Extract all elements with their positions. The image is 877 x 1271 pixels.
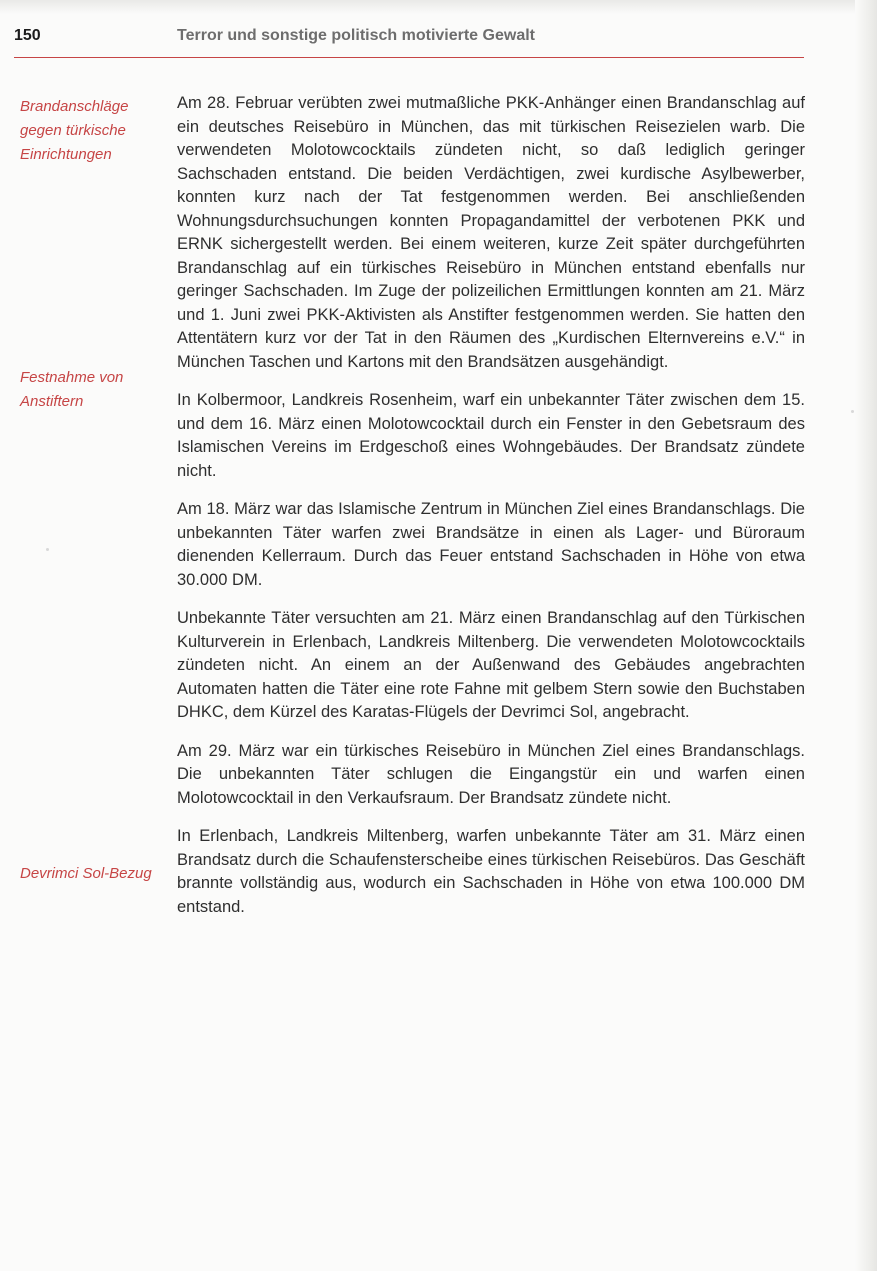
paragraph-reisebuero-muenchen: Am 29. März war ein türkisches Reisebüro in München Ziel eines Brandanschlags. Die unbekannten Täter schlugen die Eingangstür ein und warfen einen Molotowcocktail in den Verkaufsraum. Der Brandsatz zündete nicht. [177, 741, 805, 807]
margin-note-brandanschlaege: Brandanschläge gegen türkische Einrichtungen [20, 98, 129, 163]
paragraph-erlenbach-kulturverein: Unbekannte Täter versuchten am 21. März einen Brandanschlag auf den Türkischen Kulturverein in Erlenbach, Landkreis Miltenberg. Die verwendeten Molotowcocktails zündeten nicht. An einem an der Außenwand des Gebäudes angebrachten Automaten hatten die Täter eine rote Fahne mit gelbem Stern sowie den Buchstaben DHKC, dem Kürzel des Karatas-Flügels der Devrimci Sol, angebracht. [177, 609, 805, 721]
page-header [14, 27, 804, 58]
page-binding-shadow [855, 0, 877, 1271]
paragraph-islamisches-zentrum: Am 18. März war das Islamische Zentrum in München Ziel eines Brandanschlags. Die unbekannten Täter warfen zwei Brandsätze in einen als Lager- und Büroraum dienenden Kellerraum. Durch das Feuer entstand Sachschaden in Höhe von etwa 30.000 DM. [177, 500, 805, 589]
body-text [177, 92, 805, 934]
paragraph-erlenbach-reisebuero: In Erlenbach, Landkreis Miltenberg, warfen unbekannte Täter am 31. März einen Brandsatz durch die Schaufensterscheibe eines türkischen Reisebüros. Das Geschäft brannte vollständig aus, wodurch ein Sachschaden in Höhe von etwa 100.000 DM entstand. [177, 827, 805, 916]
running-title: Terror und sonstige politisch motivierte Gewalt [177, 27, 535, 44]
paragraph-brandanschlag-muenchen: Am 28. Februar verübten zwei mutmaßliche PKK-Anhänger einen Brandanschlag auf ein deutsches Reisebüro in München, das mit türkischen Reisezielen warb. Die verwendeten Molotowcocktails zündeten nicht, so daß lediglich geringer Sachschaden entstand. Die beiden Verdächtigen, zwei kurdische Asylbewerber, konnten kurz nach der Tat festgenommen werden. Bei anschließenden Wohnungsdurchsuchungen konnten Propagandamittel der verbotenen PKK und ERNK sichergestellt werden. Bei einem weiteren, kurze Zeit später durchgeführten Brandanschlag auf ein türkisches Reisebüro in München entstand ebenfalls nur geringer Sachschaden. Im Zuge der polizeilichen Ermittlungen konnten am 21. März und 1. Juni zwei PKK-Aktivisten als Anstifter festgenommen werden. Sie hatten den Attentätern kurz vor der Tat in den Räumen des „Kurdischen Elternvereins e.V.“ in München Taschen und Kartons mit den Brandsätzen ausgehändigt. [177, 94, 805, 371]
margin-note-festnahme: Festnahme von Anstiftern [20, 369, 124, 410]
paper-speck [46, 548, 49, 551]
paragraph-kolbermoor: In Kolbermoor, Landkreis Rosenheim, warf ein unbekannter Täter zwischen dem 15. und dem 16. März einen Molotowcocktail durch ein Fenster in den Gebetsraum des Islamischen Vereins im Erdgeschoß eines Wohngebäudes. Der Brandsatz zündete nicht. [177, 391, 805, 480]
margin-note-devrimci-sol: Devrimci Sol-Bezug [20, 865, 152, 882]
page-number: 150 [14, 27, 41, 44]
page-top-shadow [0, 0, 877, 14]
paper-speck [851, 410, 854, 413]
